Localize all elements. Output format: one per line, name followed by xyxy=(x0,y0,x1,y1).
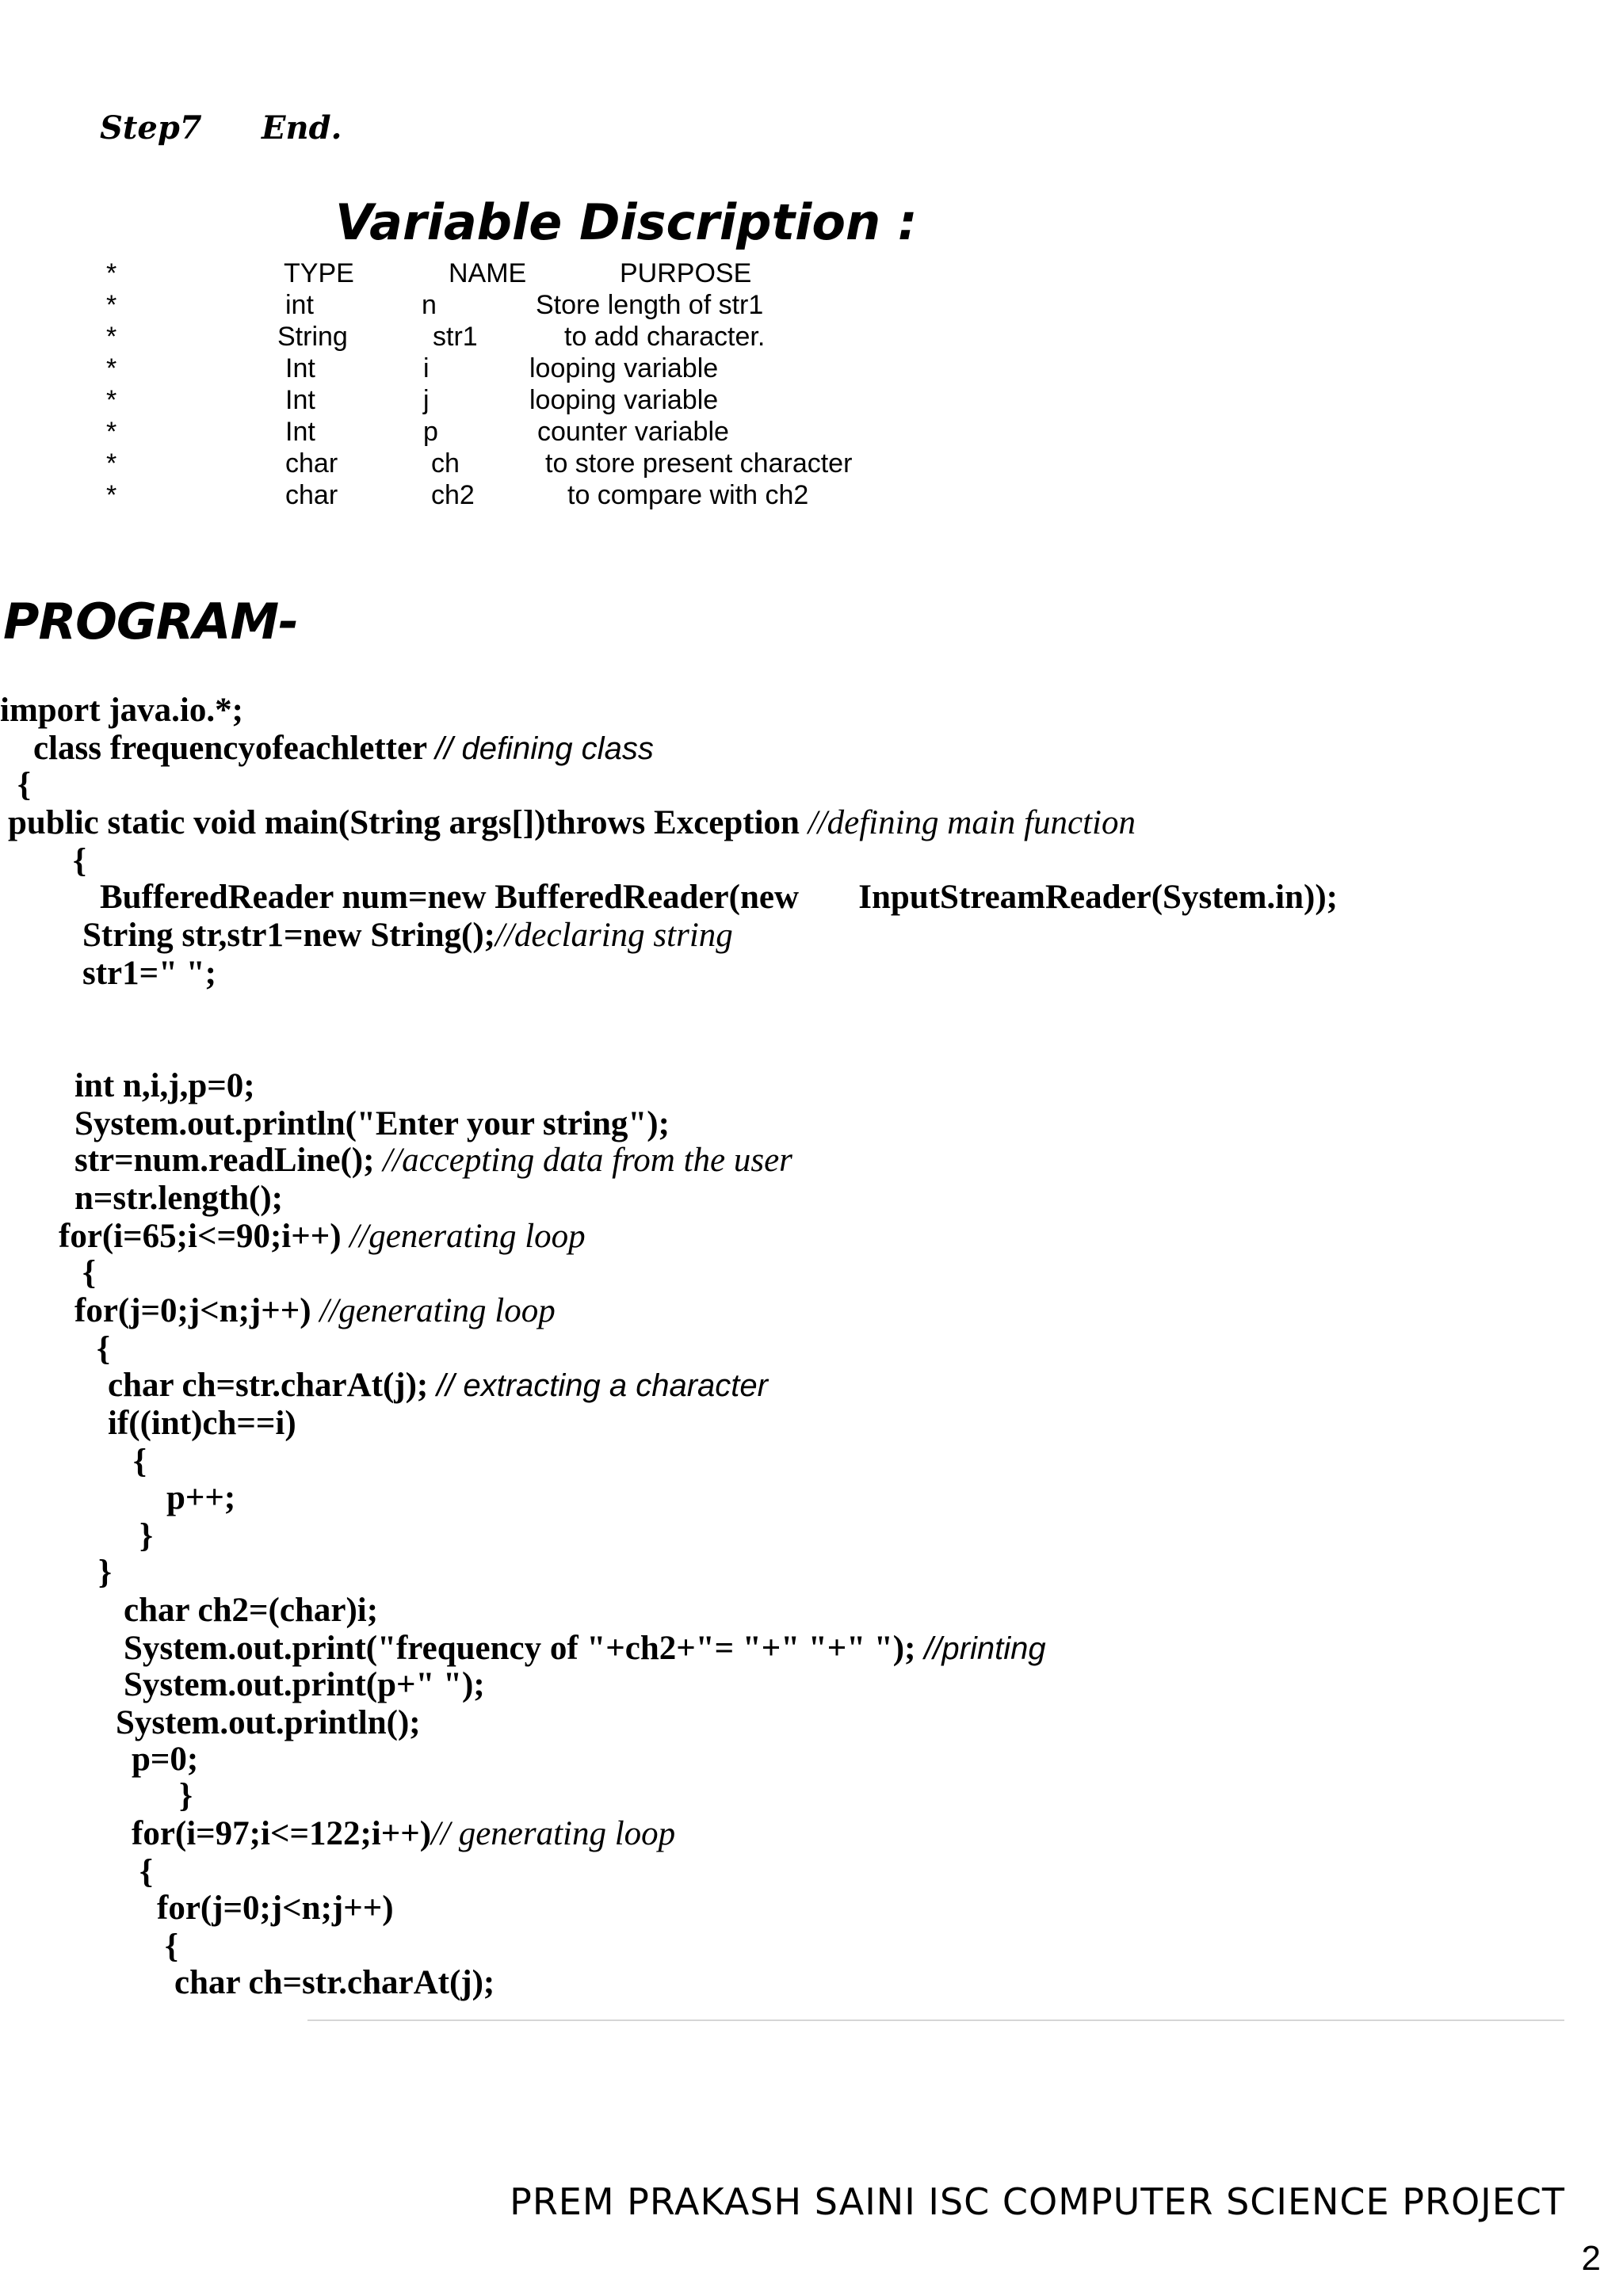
code-line xyxy=(108,1366,768,1405)
code-line xyxy=(124,1629,1046,1668)
row-type: int xyxy=(285,290,314,320)
code-line xyxy=(116,1703,421,1742)
row-type: Int xyxy=(285,417,315,447)
code-line xyxy=(8,803,1136,842)
code-comment: //accepting data from the user xyxy=(383,1142,792,1179)
row-type: char xyxy=(285,448,338,479)
bullet: * xyxy=(106,385,117,415)
row-purpose: to add character. xyxy=(564,322,766,352)
row-purpose: looping variable xyxy=(529,385,719,415)
bullet: * xyxy=(106,258,117,288)
code-text: str=num.readLine(); xyxy=(74,1142,384,1179)
code-line xyxy=(74,1104,670,1143)
code-line xyxy=(100,878,1338,917)
code-line xyxy=(179,1776,193,1815)
bullet: * xyxy=(106,290,117,320)
code-line xyxy=(133,1442,147,1481)
code-text: String str,str1=new String(); xyxy=(82,917,495,954)
header-purpose: PURPOSE xyxy=(620,258,752,288)
code-text: for(i=97;i<=122;i++) xyxy=(132,1815,432,1852)
header-type: TYPE xyxy=(284,258,354,288)
header-name: NAME xyxy=(449,258,527,288)
code-line xyxy=(132,1740,198,1779)
code-text: char ch=str.charAt(j); xyxy=(108,1367,437,1404)
row-name: n xyxy=(422,290,437,320)
code-line xyxy=(82,916,733,955)
row-purpose: to compare with ch2 xyxy=(567,480,809,510)
code-line xyxy=(157,1889,394,1928)
code-line xyxy=(74,1141,792,1180)
code-line xyxy=(82,954,216,993)
bullet: * xyxy=(106,417,117,447)
code-line xyxy=(166,1478,235,1517)
code-comment: //printing xyxy=(924,1631,1046,1666)
code-text: int n,i,j,p=0; xyxy=(74,1067,255,1104)
code-line xyxy=(139,1852,153,1891)
code-line xyxy=(124,1591,378,1630)
code-comment: //defining main function xyxy=(808,804,1136,841)
code-text: for(i=65;i<=90;i++) xyxy=(59,1218,350,1255)
footer-divider xyxy=(307,2019,1564,2021)
code-text: BufferedReader num=new BufferedReader(new InputStreamReader(System.in)); xyxy=(100,879,1338,916)
row-type: String xyxy=(277,322,348,352)
row-purpose: looping variable xyxy=(529,353,719,383)
code-line xyxy=(74,1066,255,1105)
code-line xyxy=(132,1814,675,1853)
page-number: 2 xyxy=(1581,2239,1601,2278)
code-line xyxy=(73,841,86,880)
code-line xyxy=(98,1553,112,1592)
code-text: p=0; xyxy=(132,1741,199,1778)
code-line xyxy=(0,691,243,730)
code-comment: //generating loop xyxy=(319,1292,556,1329)
row-type: Int xyxy=(285,353,315,383)
code-text: { xyxy=(165,1928,178,1965)
code-text: char ch2=(char)i; xyxy=(124,1592,379,1629)
row-purpose: counter variable xyxy=(537,417,729,447)
code-text: str1=" "; xyxy=(82,955,216,992)
code-comment: // generating loop xyxy=(431,1815,676,1852)
row-type: char xyxy=(285,480,338,510)
footer-text: PREM PRAKASH SAINI ISC COMPUTER SCIENCE PROJECT xyxy=(510,2180,1565,2223)
code-comment: //declaring string xyxy=(495,917,733,954)
row-type: Int xyxy=(285,385,315,415)
code-line xyxy=(17,765,31,804)
code-text: System.out.print(p+" "); xyxy=(124,1666,485,1703)
row-purpose: Store length of str1 xyxy=(536,290,764,320)
code-line xyxy=(82,1253,96,1292)
code-text: { xyxy=(82,1254,96,1291)
program-heading: PROGRAM- xyxy=(3,593,298,650)
step-text: End. xyxy=(262,109,342,147)
code-text: System.out.print("frequency of "+ch2+"= "+" "+" "); xyxy=(124,1630,925,1667)
code-text: for(j=0;j<n;j++) xyxy=(157,1890,394,1927)
code-text: } xyxy=(179,1777,193,1814)
code-text: for(j=0;j<n;j++) xyxy=(74,1292,320,1329)
code-line xyxy=(33,729,654,768)
code-line xyxy=(174,1963,495,2002)
code-line xyxy=(59,1217,586,1256)
code-text: System.out.println("Enter your string"); xyxy=(74,1105,670,1142)
code-comment: // defining class xyxy=(435,731,654,766)
code-text: { xyxy=(17,766,31,803)
code-text: import java.io.*; xyxy=(0,692,243,729)
row-name: i xyxy=(423,353,430,383)
step-label: Step7 xyxy=(100,109,202,147)
code-line xyxy=(74,1179,283,1218)
bullet: * xyxy=(106,322,117,352)
code-text: { xyxy=(133,1443,147,1480)
code-comment: // extracting a character xyxy=(437,1368,768,1403)
row-name: j xyxy=(423,385,430,415)
code-text: { xyxy=(97,1330,110,1367)
row-name: ch2 xyxy=(431,480,475,510)
code-line xyxy=(139,1516,153,1555)
variable-description-title: Variable Discription : xyxy=(335,193,918,251)
code-line xyxy=(124,1665,485,1704)
code-text: p++; xyxy=(166,1479,236,1516)
code-line xyxy=(74,1291,556,1330)
code-text: System.out.println(); xyxy=(116,1704,421,1741)
code-text: } xyxy=(98,1554,112,1591)
row-name: str1 xyxy=(433,322,478,352)
code-line xyxy=(108,1404,296,1443)
row-name: ch xyxy=(431,448,460,479)
bullet: * xyxy=(106,448,117,479)
code-text: char ch=str.charAt(j); xyxy=(174,1964,495,2001)
code-line xyxy=(97,1329,110,1368)
code-text: } xyxy=(139,1517,153,1554)
bullet: * xyxy=(106,353,117,383)
row-name: p xyxy=(423,417,438,447)
code-text: if((int)ch==i) xyxy=(108,1405,296,1442)
code-text: public static void main(String args[])throws Exception xyxy=(8,804,808,841)
code-comment: //generating loop xyxy=(349,1218,586,1255)
code-text: { xyxy=(73,842,86,879)
code-text: class frequencyofeachletter xyxy=(33,730,436,767)
bullet: * xyxy=(106,480,117,510)
code-text: { xyxy=(139,1853,153,1890)
code-line xyxy=(165,1927,178,1966)
code-text: n=str.length(); xyxy=(74,1180,283,1217)
row-purpose: to store present character xyxy=(545,448,853,479)
